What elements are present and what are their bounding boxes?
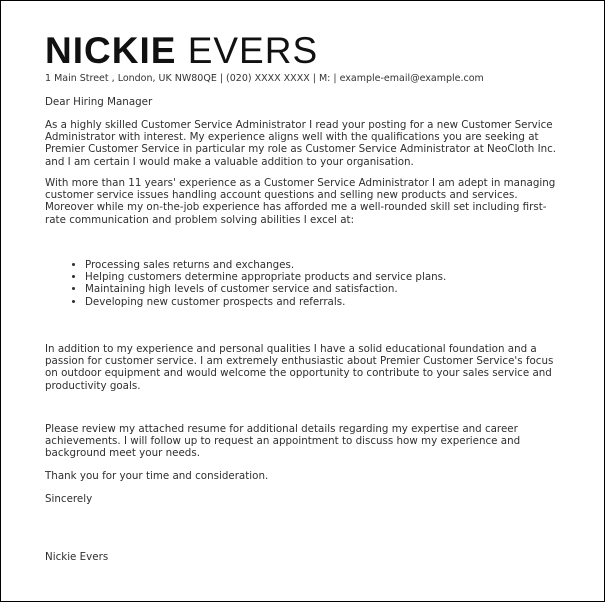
list-item: • Maintaining high levels of customer service and satisfaction. xyxy=(85,283,565,295)
list-item: • Helping customers determine appropriate products and service plans. xyxy=(85,271,565,283)
paragraph-intro: As a highly skilled Customer Service Administrator I read your posting for a new Customer Service Administrator with interest. My experience aligns well with the qualifications you are seeking at Premier Customer Service in particular my role as Customer Service Administrator at NeoCloth Inc. and I am certain I would make a valuable addition to your organisation. xyxy=(45,119,557,168)
applicant-name xyxy=(45,31,318,71)
paragraph-follow-up: Please review my attached resume for additional details regarding my expertise and career achievements. I will follow up to request an appointment to discuss how my experience and background meet your needs. xyxy=(45,423,521,460)
list-item: • Processing sales returns and exchanges. xyxy=(85,259,565,271)
paragraph-education: In addition to my experience and personal qualities I have a solid educational foundation and a passion for customer service. I am extremely enthusiastic about Premier Customer Service's focus on outdoor equipment and would welcome the opportunity to contribute to your sales service and productivity goals. xyxy=(45,343,554,392)
first-name: NICKIE xyxy=(45,30,177,71)
list-item: • Developing new customer prospects and referrals. xyxy=(85,296,565,308)
contact-line: 1 Main Street , London, UK NW80QE | (020) XXXX XXXX | M: | example-email@example.com xyxy=(45,73,484,84)
salutation: Dear Hiring Manager xyxy=(45,96,153,108)
closing: Sincerely xyxy=(45,493,93,505)
signature-name: Nickie Evers xyxy=(45,551,109,563)
last-name: EVERS xyxy=(187,30,319,71)
thanks-line: Thank you for your time and consideration. xyxy=(45,470,269,482)
letter-header xyxy=(45,31,318,71)
paragraph-experience: With more than 11 years' experience as a Customer Service Administrator I am adept in managing customer service issues handling account questions and selling new products and services. Moreover while my on-the-job experience has afforded me a well-rounded skill set including first-rate communication and problem solving abilities I excel at: xyxy=(45,177,556,226)
skills-list xyxy=(61,259,565,308)
